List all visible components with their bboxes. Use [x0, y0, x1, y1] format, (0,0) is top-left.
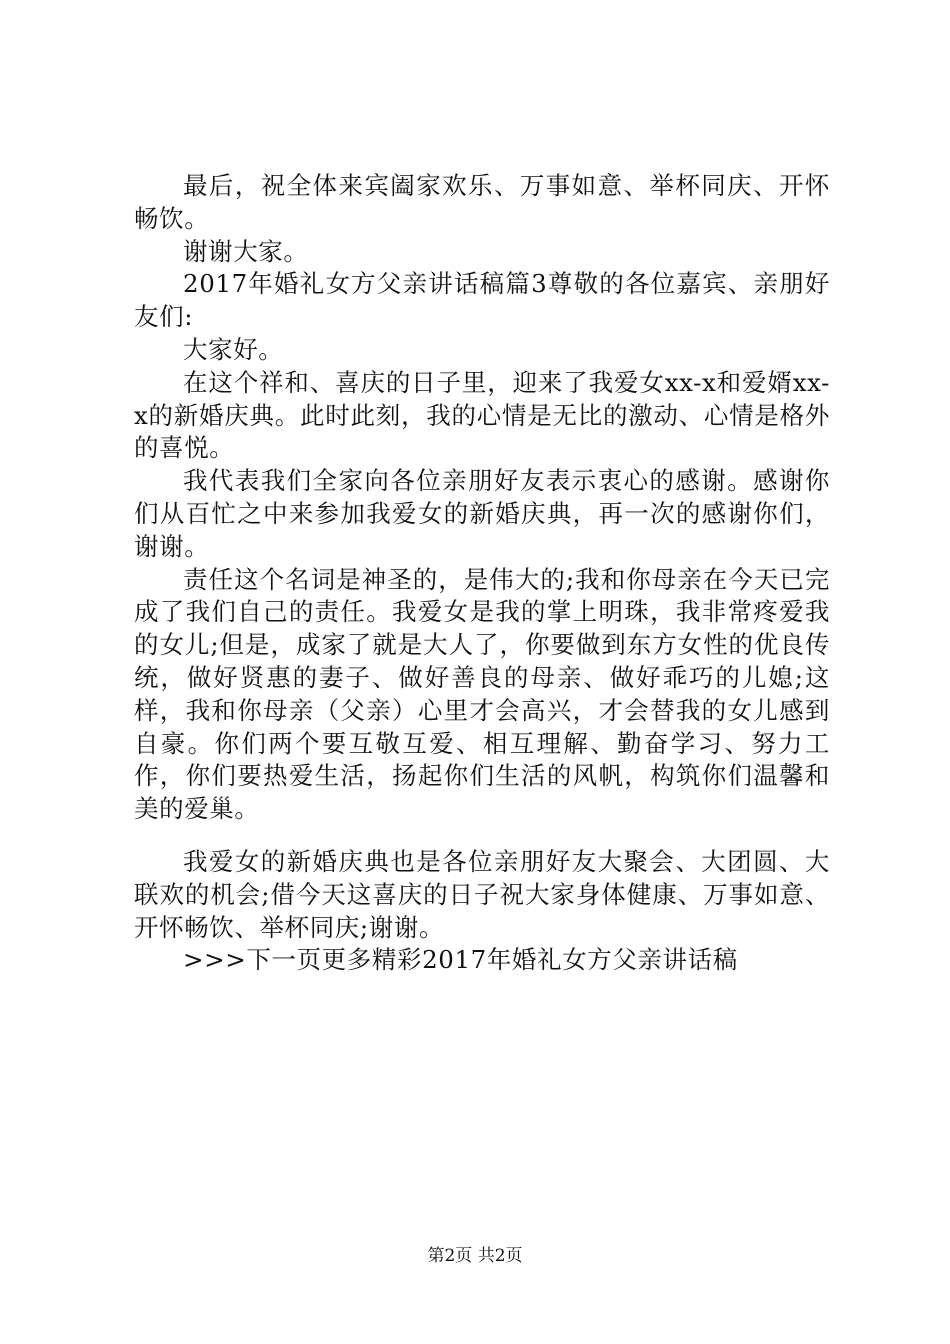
- paragraph-gratitude: 我代表我们全家向各位亲朋好友表示衷心的感谢。感谢你们从百忙之中来参加我爱女的新婚庆典，再一次的感谢你们，谢谢。: [134, 466, 830, 561]
- paragraph-celebration: 我爱女的新婚庆典也是各位亲朋好友大聚会、大团圆、大联欢的机会;借今天这喜庆的日子祝大家身体健康、万事如意、开怀畅饮、举杯同庆;谢谢。: [134, 846, 830, 942]
- document-body: [134, 170, 830, 977]
- paragraph-thanks: 谢谢大家。: [183, 236, 309, 266]
- paragraph-speech-heading: 2017年婚礼女方父亲讲话稿篇3尊敬的各位嘉宾、亲朋好友们:: [134, 269, 830, 332]
- paragraph-greeting: 大家好。: [183, 334, 284, 364]
- next-page-link[interactable]: >>>下一页更多精彩2017年婚礼女方父亲讲话稿: [183, 945, 738, 975]
- paragraph-wedding-intro: 在这个祥和、喜庆的日子里，迎来了我爱女xx-x和爱婿xx-x的新婚庆典。此时此刻，我的心情是无比的激动、心情是格外的喜悦。: [134, 367, 830, 463]
- page-number-footer: 第2页 共2页: [427, 1246, 523, 1266]
- paragraph-closing-wish: 最后，祝全体来宾阖家欢乐、万事如意、举杯同庆、开怀畅饮。: [134, 171, 830, 233]
- paragraph-responsibility: 责任这个名词是神圣的，是伟大的;我和你母亲在今天已完成了我们自己的责任。我爱女是我的掌上明珠，我非常疼爱我的女儿;但是，成家了就是大人了，你要做到东方女性的优良传统，做好贤惠的妻子、做好善良的母亲、做好乖巧的儿媳;这样，我和你母亲（父亲）心里才会高兴，才会替我的女儿感到自豪。你们两个要互敬互爱、相互理解、勤奋学习、努力工作，你们要热爱生活，扬起你们生活的风帆，构筑你们温馨和美的爱巢。: [134, 564, 830, 824]
